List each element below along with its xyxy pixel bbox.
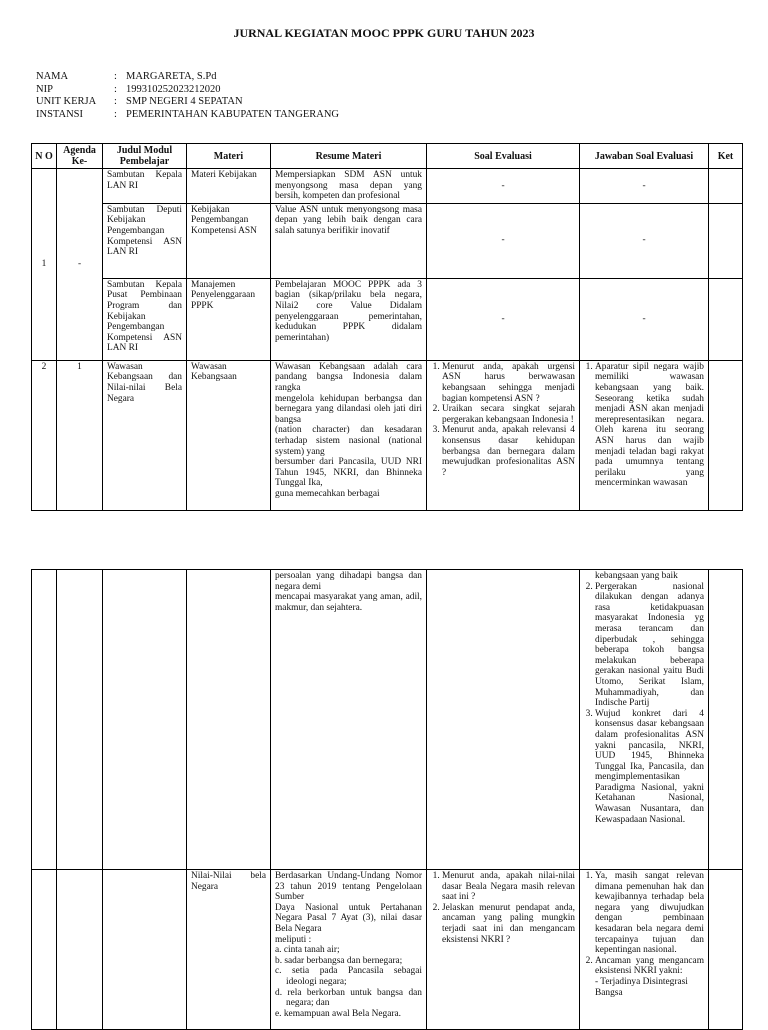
jawaban-item: 2. Pergerakan nasional dilakukan dengan adanya rasa ketidakpuasan masyarakat Indonesia yg merasa terancam dan diperbudak , sehingga beberapa tokoh bangsa melakukan beberapa gerakan nasional yaitu Budi Utomo, Serikat Islam, Muhammadiyah, dan Indische Partij (595, 582, 704, 709)
identity-label: UNIT KERJA (36, 96, 97, 107)
identity-sep: : (114, 108, 117, 120)
header-agenda: Agenda Ke- (57, 144, 103, 169)
soal-item: 1. Menurut anda, apakah urgensi ASN harus berwawasan kebangsaan sehingga menjadi bagian kompetensi ASN ? (442, 362, 575, 404)
cell-jawaban: - (580, 278, 709, 360)
cell-ket (709, 278, 743, 360)
identity-sep: : (114, 83, 117, 95)
identity-row-instansi (36, 109, 339, 122)
cell-materi: Nilai-Nilai bela Negara (187, 870, 271, 1030)
cell-agenda (57, 570, 103, 870)
cell-no (32, 870, 57, 1030)
identity-row-nip (36, 84, 339, 97)
cell-ket (709, 169, 743, 204)
cell-ket (709, 360, 743, 510)
resume-line: persoalan yang dihadapi bangsa dan negara demi (275, 571, 422, 592)
jawaban-item: 1. Ya, masih sangat relevan dimana pemenuhan hak dan kewajibannya terhadap bela negara yang diwujudkan dengan pembinaan kesadaran bela negara demi tercapainya tujuan dan kepentingan nasional. (595, 871, 704, 956)
cell-materi: Manajemen Penyelenggaraan PPPK (187, 278, 271, 360)
cell-agenda (57, 870, 103, 1030)
cell-judul: Sambutan Deputi Kebijakan Pengembangan Kompetensi ASN LAN RI (103, 203, 187, 278)
resume-list-item: c. setia pada Pancasila sebagai ideologi negara; (275, 966, 422, 987)
cell-materi (187, 570, 271, 870)
cell-jawaban (580, 570, 709, 870)
table-row (32, 870, 743, 1030)
resume-line: guna memecahkan berbagai (275, 488, 380, 499)
cell-ket (709, 203, 743, 278)
jawaban-continuation: kebangsaan yang baik (595, 571, 678, 581)
header-jawaban: Jawaban Soal Evaluasi (580, 144, 709, 169)
cell-ket (709, 570, 743, 870)
resume-line: Berdasarkan Undang-Undang Nomor 23 tahun 2019 tentang Pengelolaan Sumber (275, 871, 422, 903)
identity-label: NIP (36, 83, 53, 95)
cell-no (32, 570, 57, 870)
identity-label: INSTANSI (36, 108, 83, 120)
cell-resume (271, 360, 427, 510)
resume-line: mencapai masyarakat yang aman, adil, makmur, dan sejahtera. (275, 592, 422, 613)
resume-line: Daya Nasional untuk Pertahanan Negara Pasal 7 Ayat (3), nilai dasar Bela Negara (275, 902, 422, 934)
cell-judul (103, 570, 187, 870)
header-materi: Materi (187, 144, 271, 169)
resume-list-item: a. cinta tanah air; (275, 945, 340, 956)
resume-list-item: d. rela berkorban untuk bangsa dan negara; dan (275, 987, 422, 1009)
jawaban-item: 3. Wujud konkret dari 4 konsensus dasar kebangsaan dalam profesionalitas ASN yakni pancasila, NKRI, UUD 1945, Bhinneka Tunggal Ika, Pancasila, dan mengimplementasikan Paradigma Nasional, yakni Ketahanan Nasional, Wawasan Nusantara, dan Kewaspadaan Nasional. (595, 709, 704, 826)
cell-ket (709, 870, 743, 1030)
table-row (32, 169, 743, 204)
cell-judul: Sambutan Kepala Pusat Pembinaan Program dan Kebijakan Pengembangan Kompetensi ASN LAN RI (103, 278, 187, 360)
cell-judul (103, 870, 187, 1030)
cell-materi: Kebijakan Pengembangan Kompetensi ASN (187, 203, 271, 278)
identity-row-nama (36, 71, 339, 84)
page-title: JURNAL KEGIATAN MOOC PPPK GURU TAHUN 2023 (233, 26, 535, 40)
soal-item: 2. Jelaskan menurut pendapat anda, ancaman yang paling mungkin terjadi saat ini dan mengancam eksistensi NKRI ? (442, 903, 575, 945)
identity-sep: : (114, 96, 117, 107)
resume-line: bersumber dari Pancasila, UUD NRI Tahun 1945, NKRI, dan Bhinneka Tunggal Ika, (275, 457, 422, 489)
journal-table-page-2 (31, 569, 743, 1030)
resume-list-item: b. sadar berbangsa dan bernegara; (275, 955, 403, 966)
header-row (32, 144, 743, 169)
identity-value: PEMERINTAHAN KABUPATEN TANGERANG (126, 108, 339, 120)
header-soal: Soal Evaluasi (427, 144, 580, 169)
identity-row-unit-kerja (36, 96, 339, 109)
resume-line: (nation character) dan kesadaran terhadap sistem nasional (national system) yang (275, 425, 422, 457)
resume-line: Wawasan Kebangsaan adalah cara pandang bangsa Indonesia dalam rangka (275, 361, 422, 393)
jawaban-subitem: - Terjadinya Disintegrasi Bangsa (595, 976, 688, 998)
header-resume: Resume Materi (271, 144, 427, 169)
cell-resume (271, 870, 427, 1030)
cell-judul: Sambutan Kepala LAN RI (103, 169, 187, 204)
cell-soal (427, 570, 580, 870)
cell-no: 1 (32, 169, 57, 361)
cell-resume: Mempersiapkan SDM ASN untuk menyongsong masa depan yang bersih, kompeten dan profesional (271, 169, 427, 204)
journal-table-page-1 (31, 143, 743, 511)
identity-sep: : (114, 71, 117, 82)
jawaban-item: 2. Ancaman yang mengancam eksistensi NKRI yakni: (595, 956, 704, 977)
cell-judul: Wawasan Kebangsaan dan Nilai-nilai Bela Negara (103, 360, 187, 510)
resume-list-item: e. kemampuan awal Bela Negara. (275, 1008, 401, 1019)
cell-soal: - (427, 203, 580, 278)
resume-line: meliputi : (275, 934, 312, 945)
soal-item: 3. Menurut anda, apakah relevansi 4 konsensus dasar kehidupan berbangsa dan bernegara dalam mewujudkan profesionalitas ASN ? (442, 425, 575, 478)
cell-soal (427, 870, 580, 1030)
table-row (32, 360, 743, 510)
identity-value: MARGARETA, S.Pd (126, 71, 217, 82)
cell-resume: Value ASN untuk menyongsong masa depan yang lebih baik dengan cara salah satunya berifikir inovatif (271, 203, 427, 278)
cell-materi: Materi Kebijakan (187, 169, 271, 204)
header-judul: Judul Modul Pembelajar (103, 144, 187, 169)
soal-item: 2. Uraikan secara singkat sejarah pergerakan kebangsaan Indonesia ! (442, 404, 575, 425)
table-row (32, 570, 743, 870)
identity-block (36, 71, 339, 121)
table-row (32, 278, 743, 360)
soal-item: 1. Menurut anda, apakah nilai-nilai dasar Beala Negara masih relevan saat ini ? (442, 871, 575, 903)
resume-line: mengelola kehidupan berbangsa dan bernegara yang dilandasi oleh jati diri bangsa (275, 393, 422, 425)
identity-value: 199310252023212020 (126, 83, 221, 95)
cell-jawaban (580, 360, 709, 510)
cell-soal (427, 360, 580, 510)
cell-jawaban (580, 870, 709, 1030)
cell-jawaban: - (580, 169, 709, 204)
cell-agenda: - (57, 169, 103, 361)
header-ket: Ket (709, 144, 743, 169)
identity-value: SMP NEGERI 4 SEPATAN (126, 96, 243, 107)
cell-no: 2 (32, 360, 57, 510)
cell-soal: - (427, 278, 580, 360)
cell-resume: Pembelajaran MOOC PPPK ada 3 bagian (sikap/prilaku bela negara, Nilai2 core Value Didalam penyelenggaraan pemerintahan, kedudukan PPPK didalam pemerintahan) (271, 278, 427, 360)
identity-label: NAMA (36, 71, 69, 82)
cell-soal: - (427, 169, 580, 204)
header-no: N O (32, 144, 57, 169)
jawaban-item: 1. Aparatur sipil negara wajib memiliki wawasan kebangsaan yang baik. Seseorang ketika sudah menjadi ASN akan menjadi merepresentasikan negara. Oleh karena itu seorang ASN harus dan wajib menjadi teladan bagi rakyat pada umumnya tentang perilaku yang mencerminkan wawasan (595, 362, 704, 489)
table-row (32, 203, 743, 278)
cell-materi: Wawasan Kebangsaan (187, 360, 271, 510)
cell-agenda: 1 (57, 360, 103, 510)
cell-jawaban: - (580, 203, 709, 278)
cell-resume (271, 570, 427, 870)
